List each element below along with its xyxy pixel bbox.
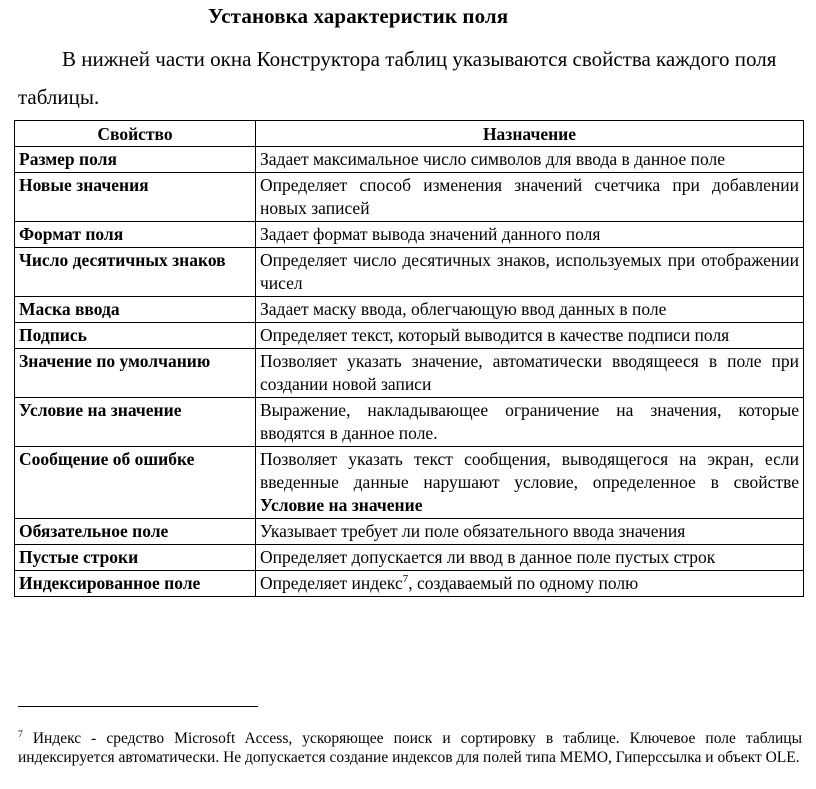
property-name: Число десятичных знаков <box>15 248 256 297</box>
table-row <box>15 147 804 173</box>
property-description <box>256 447 804 519</box>
property-description: Выражение, накладывающее ограничение на значения, которые вводятся в данное поле. <box>256 398 804 447</box>
footnote-marker: 7 <box>18 728 23 740</box>
description-text: Позволяет указать текст сообщения, выводящегося на экран, если введенные данные нарушают условие, определенное в свойстве <box>260 449 799 492</box>
table-row <box>15 519 804 545</box>
property-name: Формат поля <box>15 222 256 248</box>
property-description: Задает максимальное число символов для ввода в данное поле <box>256 147 804 173</box>
table-row <box>15 349 804 398</box>
property-description: Указывает требует ли поле обязательного ввода значения <box>256 519 804 545</box>
property-name: Значение по умолчанию <box>15 349 256 398</box>
table-row <box>15 297 804 323</box>
property-description: Определяет число десятичных знаков, используемых при отображении чисел <box>256 248 804 297</box>
property-description: Определяет способ изменения значений счетчика при добавлении новых записей <box>256 173 804 222</box>
description-bold-reference: Условие на значение <box>260 495 423 515</box>
column-header-purpose: Назначение <box>256 121 804 147</box>
intro-text: В нижней части окна Конструктора таблиц указываются свойства каждого поля таблицы. <box>18 47 777 109</box>
table-row <box>15 398 804 447</box>
table-row <box>15 545 804 571</box>
footnote-separator <box>18 706 258 707</box>
footnote-text: Индекс - средство Microsoft Access, ускоряющее поиск и сортировку в таблице. Ключевое поле таблицы индексируется автоматически. Не допускается создание индексов для полей типа MEMO, Гиперссылка и объект OLE. <box>18 730 802 766</box>
property-description: Задает формат вывода значений данного поля <box>256 222 804 248</box>
description-text-tail: , создаваемый по одному полю <box>408 573 639 593</box>
table-header-row <box>15 121 804 147</box>
property-description: Определяет допускается ли ввод в данное поле пустых строк <box>256 545 804 571</box>
field-properties-table <box>14 120 804 597</box>
table-row <box>15 447 804 519</box>
property-name: Подпись <box>15 323 256 349</box>
property-name: Новые значения <box>15 173 256 222</box>
table-row <box>15 323 804 349</box>
property-name: Обязательное поле <box>15 519 256 545</box>
property-name: Индексированное поле <box>15 571 256 597</box>
table-row <box>15 571 804 597</box>
property-name: Маска ввода <box>15 297 256 323</box>
property-name: Пустые строки <box>15 545 256 571</box>
section-heading: Установка характеристик поля <box>208 4 509 28</box>
table-row <box>15 248 804 297</box>
property-name: Условие на значение <box>15 398 256 447</box>
footnote <box>18 729 802 767</box>
property-description: Определяет текст, который выводится в качестве подписи поля <box>256 323 804 349</box>
property-name: Сообщение об ошибке <box>15 447 256 519</box>
table-row <box>15 173 804 222</box>
property-description <box>256 571 804 597</box>
property-description: Позволяет указать значение, автоматически вводящееся в поле при создании новой записи <box>256 349 804 398</box>
table-row <box>15 222 804 248</box>
footnote-reference: 7 <box>402 573 409 586</box>
column-header-property: Свойство <box>15 121 256 147</box>
description-text: Определяет индекс <box>260 573 403 593</box>
property-description: Задает маску ввода, облегчающую ввод данных в поле <box>256 297 804 323</box>
property-name: Размер поля <box>15 147 256 173</box>
intro-paragraph <box>18 40 798 116</box>
